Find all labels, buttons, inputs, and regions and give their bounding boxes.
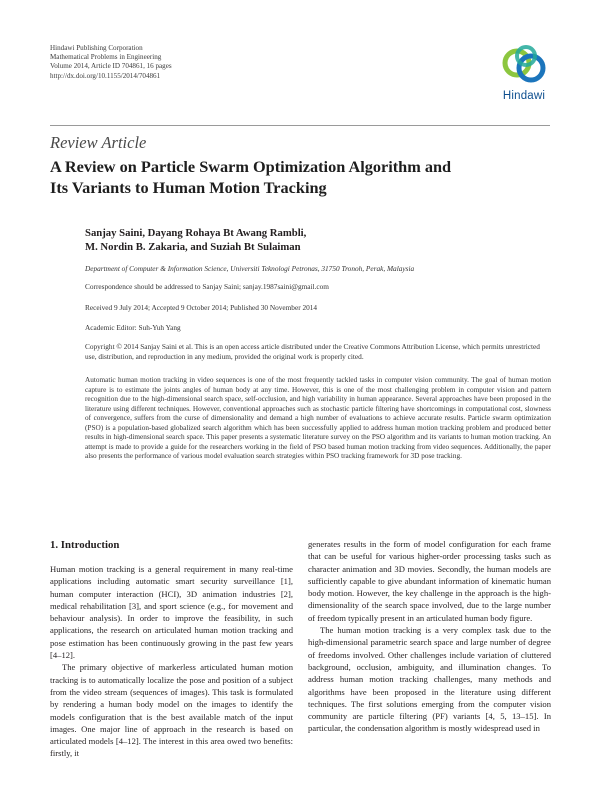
academic-editor: Academic Editor: Suh-Yuh Yang (85, 323, 181, 332)
author-list (85, 226, 306, 254)
paragraph: The primary objective of markerless articulated human motion tracking is to automatically localize the pose and position of a subject from the video stream (sequences of images). This task is formulated by rendering a human body model on the images to identify the models configuration that is the best available match of the input images. One major line of approach in the research is based on articulated models [4–12]. The interest in this area owed two benefits: firstly, it (50, 662, 293, 759)
copyright-notice: Copyright © 2014 Sanjay Saini et al. This is an open access article distributed under the Creative Commons Attribution License, which permits unrestricted use, distribution, and reproduction in any medium, provided the original work is properly cited. (85, 342, 540, 362)
header-rule (50, 125, 550, 126)
logo-text: Hindawi (502, 90, 546, 102)
left-column (50, 538, 293, 760)
publication-dates: Received 9 July 2014; Accepted 9 October 2014; Published 30 November 2014 (85, 303, 318, 312)
right-column (308, 538, 551, 735)
journal-info (50, 44, 172, 81)
authors-line: Sanjay Saini, Dayang Rohaya Bt Awang Rambli, (85, 227, 307, 239)
article-title (50, 157, 550, 198)
section-heading: 1. Introduction (50, 539, 120, 551)
paragraph: The human motion tracking is a very complex task due to the high-dimensional parametric search space and large number of degree of freedoms involved. Other challenges include variation of cluttered background, occlusion, ambiguity, and illumination changes. To address human motion tracking challenges, many methods and algorithms have been proposed in the literature using different techniques. The first solutions emerging from the computer vision community are particle filtering (PF) variants [4, 5, 13–15]. In particular, the condensation algorithm is mostly widespread used in (308, 625, 551, 734)
journal-doi: http://dx.doi.org/10.1155/2014/704861 (50, 71, 161, 80)
article-type: Review Article (50, 133, 147, 152)
paragraph: generates results in the form of model configuration for each frame that can be useful for various higher-order processing tasks such as character animation and 3D movies. Secondly, the human models are sufficiently capable to give abundant information of kinematic human body motion. However, the key challenge in the approach is the high-dimensionality of the search space involved, due to the large number of freedom typically present in an articulated human body figure. (308, 539, 551, 623)
journal-volume: Volume 2014, Article ID 704861, 16 pages (50, 62, 172, 71)
paragraph: Human motion tracking is a general requirement in many real-time applications including automatic smart security surveillance [1], human computer interaction (HCI), 3D animation industries [2], medical rehabilitation [3], and sport science (e.g., for movement and behaviour analysis). In order to improve the feasibility, in such applications, the research on articulated human motion tracking and pose estimation has been continuously growing in the past few years [4–12]. (50, 564, 293, 661)
correspondence: Correspondence should be addressed to Sanjay Saini; sanjay.1987saini@gmail.com (85, 282, 329, 291)
journal-name: Mathematical Problems in Engineering (50, 53, 162, 62)
hindawi-logo (492, 42, 556, 106)
title-line: Its Variants to Human Motion Tracking (50, 177, 327, 197)
authors-line: M. Nordin B. Zakaria, and Suziah Bt Sulaiman (85, 241, 301, 254)
abstract: Automatic human motion tracking in video sequences is one of the most frequently tackled tasks in computer vision community. The goal of human motion capture is to estimate the joints angles of human body at any time. However, this is one of the most challenging problem in computer vision and pattern recognition due to the high-dimensional search space, self-occlusion, and high variability in human appearance. Several approaches have been proposed in the literature using different techniques. However, conventional approaches such as stochastic particle filtering have shortcomings in computational cost, slowness of convergence, suffers from the curse of dimensionality and demand a high number of evaluations to achieve accurate results. Particle swarm optimization (PSO) is a population-based globalized search algorithm which has been successfully applied to address human motion tracking problem and produced better results in high-dimensional search space. This paper presents a systematic literature survey on the PSO algorithm and its variants to human motion tracking. An attempt is made to provide a guide for the researchers working in the field of PSO based human motion tracking from video sequences. Additionally, the paper also presents the performance of various model evaluation search strategies within PSO tracking framework for 3D pose tracking. (85, 376, 551, 460)
affiliation: Department of Computer & Information Science, Universiti Teknologi Petronas, 31750 Tronoh, Perak, Malaysia (85, 264, 415, 273)
publisher-name: Hindawi Publishing Corporation (50, 44, 143, 52)
title-line: A Review on Particle Swarm Optimization Algorithm and (50, 157, 452, 176)
hindawi-logo-icon (492, 42, 556, 90)
